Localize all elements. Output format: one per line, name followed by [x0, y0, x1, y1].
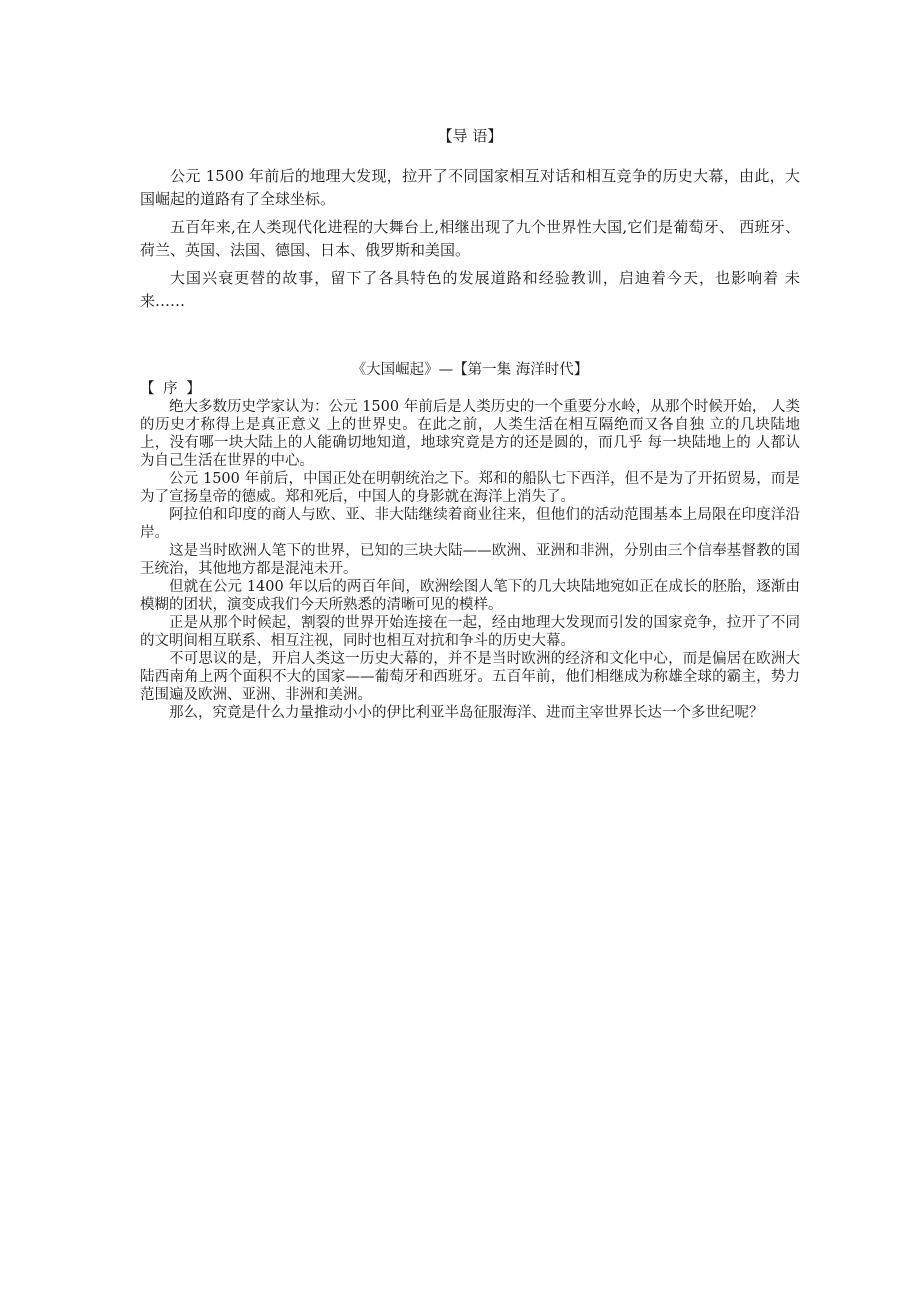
intro-heading: 【导 语】 [437, 127, 503, 145]
body-paragraph: 那么，究竟是什么力量推动小小的伊比利亚半岛征服海洋、进而主宰世界长达一个多世纪呢？ [169, 705, 764, 721]
intro-paragraph: 公元 1500 年前后的地理大发现，拉开了不同国家相互对话和相互竞争的历史大幕，由此，大国崛起的道路有了全球坐标。 [140, 167, 800, 208]
preface-label: 【 序 】 [140, 381, 203, 397]
episode-section [140, 360, 800, 722]
body-paragraph: 公元 1500 年前后，中国正处在明朝统治之下。郑和的船队七下西洋，但不是为了开拓贸易，而是为了宣扬皇帝的德威。郑和死后，中国人的身影就在海洋上消失了。 [140, 471, 800, 505]
body-paragraph: 绝大多数历史学家认为：公元 1500 年前后是人类历史的一个重要分水岭，从那个时候开始， 人类的历史才称得上是真正意义 上的世界史。在此之前，人类生活在相互隔绝而又各自独 立的几块陆地上，没有哪一块大陆上的人能确切地知道，地球究竟是方的还是圆的，而几乎 每一块陆地上的 人都认为自己生活在世界的中心。 [140, 399, 800, 469]
intro-section [140, 165, 800, 318]
body-paragraph: 这是当时欧洲人笔下的世界，已知的三块大陆——欧洲、亚洲和非洲，分别由三个信奉基督教的国王统治，其他地方都是混沌未开。 [140, 543, 800, 577]
body-paragraph: 但就在公元 1400 年以后的两百年间，欧洲绘图人笔下的几大块陆地宛如正在成长的胚胎，逐渐由模糊的团状，演变成我们今天所熟悉的清晰可见的模样。 [140, 579, 800, 613]
episode-title: 《大国崛起》—【第一集 海洋时代】 [351, 362, 589, 378]
body-paragraph: 正是从那个时候起，割裂的世界开始连接在一起，经由地理大发现而引发的国家竞争，拉开了不同的文明间相互联系、相互注视，同时也相互对抗和争斗的历史大幕。 [140, 615, 800, 649]
body-paragraph: 阿拉伯和印度的商人与欧、亚、非大陆继续着商业往来，但他们的活动范围基本上局限在印度洋沿岸。 [140, 507, 800, 541]
intro-paragraph: 五百年来,在人类现代化进程的大舞台上,相继出现了九个世界性大国,它们是葡萄牙、 西班牙、荷兰、英国、法国、德国、日本、俄罗斯和美国。 [140, 218, 800, 259]
intro-paragraph: 大国兴衰更替的故事，留下了各具特色的发展道路和经验教训，启迪着今天，也影响着 未来…… [140, 269, 800, 310]
body-paragraph: 不可思议的是，开启人类这一历史大幕的，并不是当时欧洲的经济和文化中心，而是偏居在欧洲大陆西南角上两个面积不大的国家——葡萄牙和西班牙。五百年前，他们相继成为称雄全球的霸主，势力范围遍及欧洲、亚洲、非洲和美洲。 [140, 651, 800, 703]
